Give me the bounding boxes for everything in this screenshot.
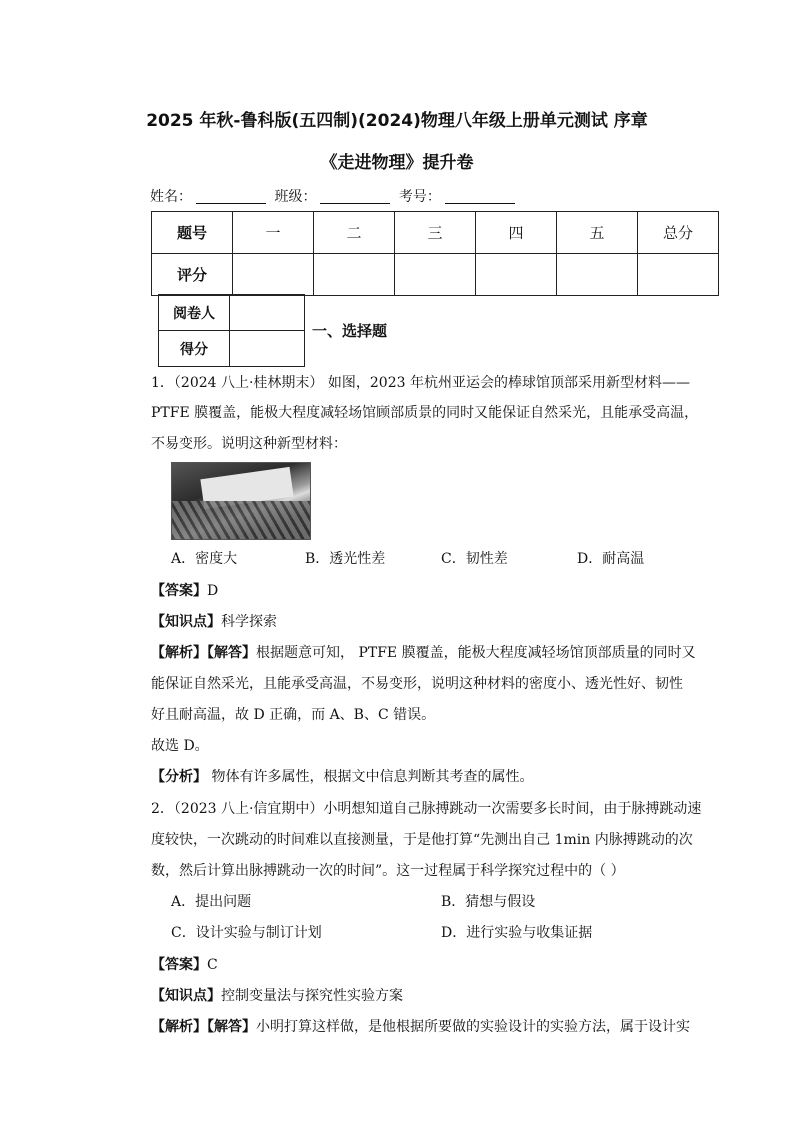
score-cell[interactable] [557,254,638,296]
q1-analysis-line: 好且耐高温，故 D 正确，而 A、B、C 错误。 [151,707,436,723]
score-header-cell: 五 [557,212,638,254]
reviewer-cell[interactable] [230,295,305,331]
analysis-tag: 【解析】【解答】 [151,1019,256,1035]
score-table-header-row [152,212,719,254]
exam-no-blank[interactable] [445,189,515,204]
analysis-text: 小明打算这样做，是他根据所要做的实验设计的实验方法，属于设计实 [256,1019,690,1035]
q2-option-c[interactable]: C．设计实验与制订计划 [171,925,322,941]
score-cell[interactable] [638,254,719,296]
score-header-cell: 题号 [152,212,233,254]
name-label: 姓名： [150,189,192,205]
title-line-2: 《走进物理》提升卷 [320,153,474,173]
answer-tag: 【答案】 [151,957,207,973]
grader-score-cell[interactable] [230,331,305,367]
q1-knowledge-point [151,611,277,631]
score-label: 得分 [159,331,230,367]
q2-stem-line: 度较快，一次跳动的时间难以直接测量，于是他打算“先测出自己 1min 内脉搏跳动的次 [151,832,693,848]
q2-option-d[interactable]: D．进行实验与收集证据 [441,925,593,941]
class-label: 班级： [274,189,317,205]
analysis-tag: 【解析】【解答】 [151,645,256,661]
kp-value: 控制变量法与探究性实验方案 [221,988,403,1004]
score-header-cell: 一 [233,212,314,254]
score-header-cell: 二 [314,212,395,254]
score-header-cell: 四 [476,212,557,254]
score-cell[interactable] [233,254,314,296]
reviewer-label: 阅卷人 [159,295,230,331]
q1-option-d[interactable]: D．耐高温 [577,551,645,567]
score-table-score-row [152,254,719,296]
q1-option-a[interactable]: A．密度大 [171,551,238,567]
class-blank[interactable] [320,189,390,204]
q1-choose: 故选 D。 [151,738,209,754]
q1-analysis-line: 能保证自然采光，且能承受高温，不易变形，说明这种材料的密度小、透光性好、韧性 [151,676,683,692]
score-header-cell: 三 [395,212,476,254]
q2-analysis-line [151,1016,690,1036]
q2-option-a[interactable]: A．提出问题 [171,894,252,910]
fenxi-text: 物体有许多属性，根据文中信息判断其考查的属性。 [207,769,534,785]
score-header-cell: 总分 [638,212,719,254]
q1-stem-line: 1．（2024 八上·桂林期末） 如图，2023 年杭州亚运会的棒球馆顶部采用新型材料—— [151,375,690,391]
q2-stem-line: 2．（2023 八上·信宜期中）小明想知道自己脉搏跳动一次需要多长时间，由于脉搏跳动速 [151,801,702,817]
exam-no-label: 考号： [398,189,441,205]
q2-answer [151,954,218,974]
analysis-text: 根据题意可知， PTFE 膜覆盖，能极大程度减轻场馆顶部质量的同时又 [256,645,696,661]
student-info [150,186,519,206]
answer-value: C [207,957,218,973]
answer-value: D [207,583,219,599]
kp-value: 科学探索 [221,614,277,630]
score-row-label: 评分 [152,254,233,296]
q1-stem-line: 不易变形。说明这种新型材料： [151,436,347,452]
score-cell[interactable] [395,254,476,296]
score-table [151,211,719,296]
section-heading: 一、选择题 [312,322,388,340]
score-cell[interactable] [476,254,557,296]
fenxi-tag: 【分析】 [151,769,207,785]
q2-knowledge-point [151,985,403,1005]
kp-tag: 【知识点】 [151,988,221,1004]
name-blank[interactable] [196,189,266,204]
answer-tag: 【答案】 [151,583,207,599]
q1-option-b[interactable]: B．透光性差 [305,551,386,567]
stadium-roof-photo [171,462,311,540]
q1-option-c[interactable]: C．韧性差 [441,551,508,567]
q1-stem-line: PTFE 膜覆盖，能极大程度减轻场馆顾部质景的同时又能保证自然采光，且能承受高温， [151,405,699,421]
grader-table [158,294,305,367]
kp-tag: 【知识点】 [151,614,221,630]
title-line-1: 2025 年秋-鲁科版(五四制)(2024)物理八年级上册单元测试 序章 [146,111,648,131]
q1-answer [151,580,218,600]
q2-option-b[interactable]: B．猜想与假设 [441,894,536,910]
q1-fenxi [151,766,533,786]
q1-analysis-line [151,642,696,662]
score-cell[interactable] [314,254,395,296]
q2-stem-line: 数，然后计算出脉搏跳动一次的时间”。这一过程属于科学探究过程中的（ ） [151,863,625,879]
